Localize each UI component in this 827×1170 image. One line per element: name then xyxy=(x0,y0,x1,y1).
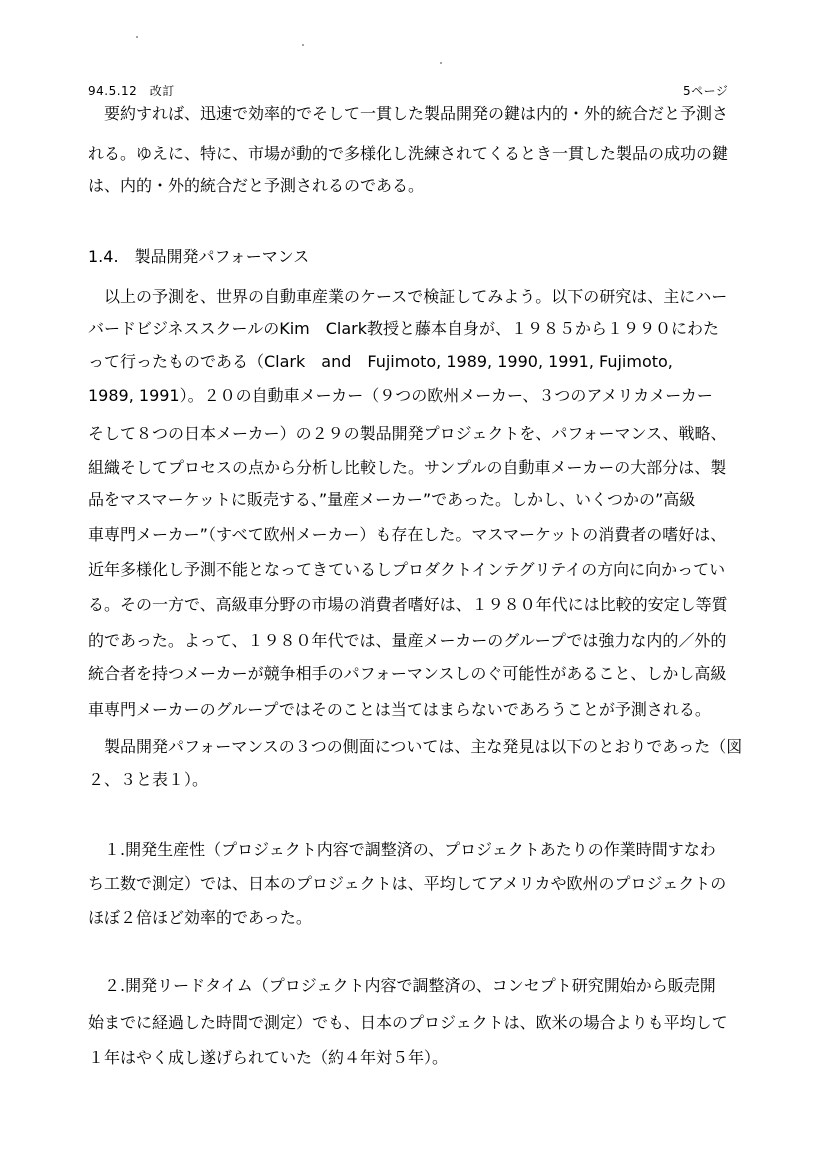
paragraph-line: ２、３と表１）。 xyxy=(88,770,209,789)
finding-line: 始までに経過した時間で測定）でも、日本のプロジェクトは、欧米の場合よりも平均して xyxy=(88,1013,728,1032)
paragraph-line: は、内的・外的統合だと予測されるのである。 xyxy=(88,176,425,195)
page-number: 5ページ xyxy=(683,84,729,98)
scan-speck xyxy=(136,36,138,38)
scan-speck xyxy=(440,62,442,64)
paragraph-line: 車専門メーカーのグループではそのことは当てはまらないであろうことが予測される。 xyxy=(88,700,711,719)
finding-line: ほぼ２倍ほど効率的であった。 xyxy=(88,908,312,927)
paragraph-line: って行ったものである（Clark and Fujimoto, 1989, 1990, 1991, Fujimoto, xyxy=(88,352,673,371)
paragraph-line: 品をマスマーケットに販売する、”量産メーカー”であった。しかし、いくつかの”高級 xyxy=(88,490,696,509)
paragraph-line: 統合者を持つメーカーが競争相手のパフォーマンスしのぐ可能性があること、しかし高級 xyxy=(88,664,727,683)
revision-date: 94.5.12 改訂 xyxy=(88,84,175,98)
finding-line: ち工数で測定）では、日本のプロジェクトは、平均してアメリカや欧州のプロジェクトの xyxy=(88,874,727,893)
finding-line: １.開発生産性（プロジェクト内容で調整済の、プロジェクトあたりの作業時間すなわ xyxy=(88,840,716,859)
paragraph-line: れる。ゆえに、特に、市場が動的で多様化し洗練されてくるとき一貫した製品の成功の鍵 xyxy=(88,144,729,163)
paragraph-line: 的であった。よって、１９８０年代では、量産メーカーのグループでは強力な内的／外的 xyxy=(88,631,727,650)
paragraph-line: 要約すれば、迅速で効率的でそして一貫した製品開発の鍵は内的・外的統合だと予測さ xyxy=(88,104,729,123)
finding-line: ２.開発リードタイム（プロジェクト内容で調整済の、コンセプト研究開始から販売開 xyxy=(88,976,716,995)
paragraph-line: 1989, 1991）。２０の自動車メーカー（９つの欧州メーカー、３つのアメリカメーカー xyxy=(88,386,713,405)
scan-speck xyxy=(302,44,304,46)
paragraph-line: 製品開発パフォーマンスの３つの側面については、主な発見は以下のとおりであった（図 xyxy=(88,737,743,756)
paragraph-line: そして８つの日本メーカー）の２９の製品開発プロジェクトを、パフォーマンス、戦略、 xyxy=(88,424,727,443)
paragraph-line: バードビジネススクールのKim Clark教授と藤本自身が、１９８５から１９９０にわた xyxy=(88,319,719,338)
paragraph-line: 車専門メーカー”（すべて欧州メーカー）も存在した。マスマーケットの消費者の嗜好は、 xyxy=(88,525,727,544)
paragraph-line: 組織そしてプロセスの点から分析し比較した。サンプルの自動車メーカーの大部分は、製 xyxy=(88,458,727,477)
section-heading: 1.4. 製品開発パフォーマンス xyxy=(88,247,310,266)
paragraph-line: 近年多様化し予測不能となってきているしプロダクトインテグリテイの方向に向かってい xyxy=(88,560,726,579)
finding-line: １年はやく成し遂げられていた（約４年対５年）。 xyxy=(88,1048,449,1067)
paragraph-line: 以上の予測を、世界の自動車産業のケースで検証してみよう。以下の研究は、主にハー xyxy=(88,287,728,306)
paragraph-line: る。その一方で、高級車分野の市場の消費者嗜好は、１９８０年代には比較的安定し等質 xyxy=(88,595,728,614)
